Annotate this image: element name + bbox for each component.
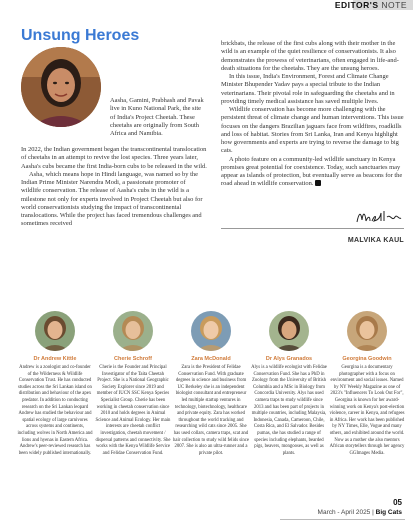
contributor-avatar [347,311,387,351]
section-tag [335,0,407,10]
page-number: 05 [393,498,402,507]
right-paragraph-4 [221,156,404,189]
contributor-name: Georgina Goodwin [342,356,392,362]
top-bar [0,0,413,10]
signature-divider [221,228,404,229]
section-tag-light: NOTE [381,0,407,10]
contributor-avatar [191,311,231,351]
issue-date: March - April 2025 [317,509,371,516]
magazine-brand: Big Cats [375,509,402,516]
footer-issue-line [318,509,402,516]
contributor-bio: Alys is a wildlife ecologist with Felidae Conservation Fund. She has a PhD in Zoology from the University of British Columbia and a MSc in Biology from Concordia University. Alys has used camera traps to study wildlife since 2013 and has been part of projects in multiple countries, including Malaysia, Indonesia, Canada, Cameroon, Chile, Costa Rica, and El Salvador. Besides pumas, she has studied a range of species including elephants, bearded pigs, beavers, mongooses, as well as plants. [251,365,327,456]
contributor-card [329,311,405,457]
contributor-name: Dr Alys Granados [265,356,313,362]
contributor-card [173,311,249,457]
contributor-avatar [113,311,153,351]
contributor-name: Zara McDonald [191,356,231,362]
intro-paragraph [110,97,207,138]
left-paragraph-2: Asha, which means hope in Hindi language, was named so by the Indian Prime Minister Narendra Modi, a passionate promoter of wildlife conservation. The release of Aasha's cubs in the wild is a milestone not only for experts involved in Project Cheetah but also for world conservationists studying the impact of transcontinental translocations. While the project has faced tremendous challenges and sometimes received [21,170,203,228]
contributor-avatar [35,311,75,351]
contributor-bio: Andrew is a zoologist and co-founder of the Wilderness & Wildlife Conservation Trust. He has conducted studies across the Sri Lankan island on distribution and behaviour of the apex predator. In addition to conducting research on the Sri Lankan leopard Andrew has studied the behaviour and spatial ecology of large carnivores across systems and continents, including wolves in North America and lions and hyenas in Eastern Africa. Andrew's peer-reviewed research has been widely published internationally. [17,365,93,456]
right-paragraph-2: In this issue, India's Environment, Forest and Climate Change Minister Bhupender Yadav pays a special tribute to the Indian veterinarians. Their pivotal role in safeguarding the cheetahs and in providing timely medical assistance has saved multiple lives. [221,73,395,105]
left-column [21,146,207,229]
contributor-name: Dr Andrew Kittle [33,356,77,362]
contributor-bio: Cherie is the Founder and Principal Investigator of the Taita Cheetah Project. She is a National Geographic Society Explorer since 2019 and member of IUCN SSC Kenya Species Specialist Group. Cherie has been working in cheetah conservation since 2010 and holds degrees in Animal Science and Animal Ecology. Her main interests are cheetah conflict investigation, cheetah movement / dispersal patterns and connectivity. She works with the Kenya Wildlife Service and Felidae Conservation Fund. [95,365,171,456]
contributor-card [95,311,171,457]
contributor-avatar [269,311,309,351]
contributor-card [251,311,327,457]
footer-rule [280,519,405,520]
editor-portrait [21,47,101,127]
contributor-name: Cherie Schroff [114,356,152,362]
left-body-paragraph: In 2022, the Indian government began the transcontinental translocation of cheetahs in an attempt to revive the lost species. Three years later, Aasha's cubs became the first India-born cubs to be released in the wild. [21,146,207,170]
end-mark-icon [315,180,321,186]
contributor-bio: Georgina is a documentary photographer with a focus on environment and social issues. Named by NY Weekly Magazine as one of 2023's "Influencers To Look Out For", Georgina is known for her award-winning work on Kenya's post-election violence, career in Kenya, and refugees in Africa. Her work has been published by NY Times, Elle, Vogue and many others, and exhibited around the world. Now as a mother she also mentors African storytellers through her agency GGImages Media. [329,365,405,456]
right-paragraph-1: brickbats, the release of the first cubs along with their mother in the wild is an example of the quiet resilience of conservationists. It also demonstrates the prowess of veterinarians, often engaged in life-and-death situations for the cheetahs. They are the unsung heroes. [221,40,399,72]
article-heading: Unsung Heroes [21,27,140,44]
footer-separator: | [372,509,374,516]
intro-text: Aasha, Gamini, Prabhash and Pavak live in Kuno National Park, the site of India's Project Cheetah. These cheetahs are originally from South Africa and Namibia. [110,97,204,137]
right-paragraph-4-text: A photo feature on a community-led wildlife sanctuary in Kenya promises great potential for coexistence. Today, such sanctuaries may appear as islands of protection, but eventually serve as beacons for the road ahead in wildlife conservation. [221,155,403,188]
author-name: MALVIKA KAUL [347,237,404,244]
section-tag-bold: EDITOR'S [334,0,379,10]
contributor-card [17,311,93,457]
contributor-bio: Zara is the President of Felidae Conservation Fund. With graduate degrees in science and business from UC Berkeley she is an independent biologist consultant and entrepreneur led multiple startup ventures in technology, biotechnology, healthcare and private equity. Zara has worked throughout the world tracking and researching wild cats since 2005. She has used collars, camera traps, scat and hair collection to study wild felids since 2007. She is also an ultra-runner and a private pilot. [173,365,249,456]
right-column [221,40,404,189]
right-paragraph-3: Wildlife conservation has become more challenging with the persistent threat of climate change and human interventions. This issue focuses on the dangers Brazilian jaguars face from wildfires, roadkills and loss of habitat. Stories from Sri Lanka, Iran and Kenya highlight how governments and experts are trying to reverse the damage to big cats. [221,106,404,155]
